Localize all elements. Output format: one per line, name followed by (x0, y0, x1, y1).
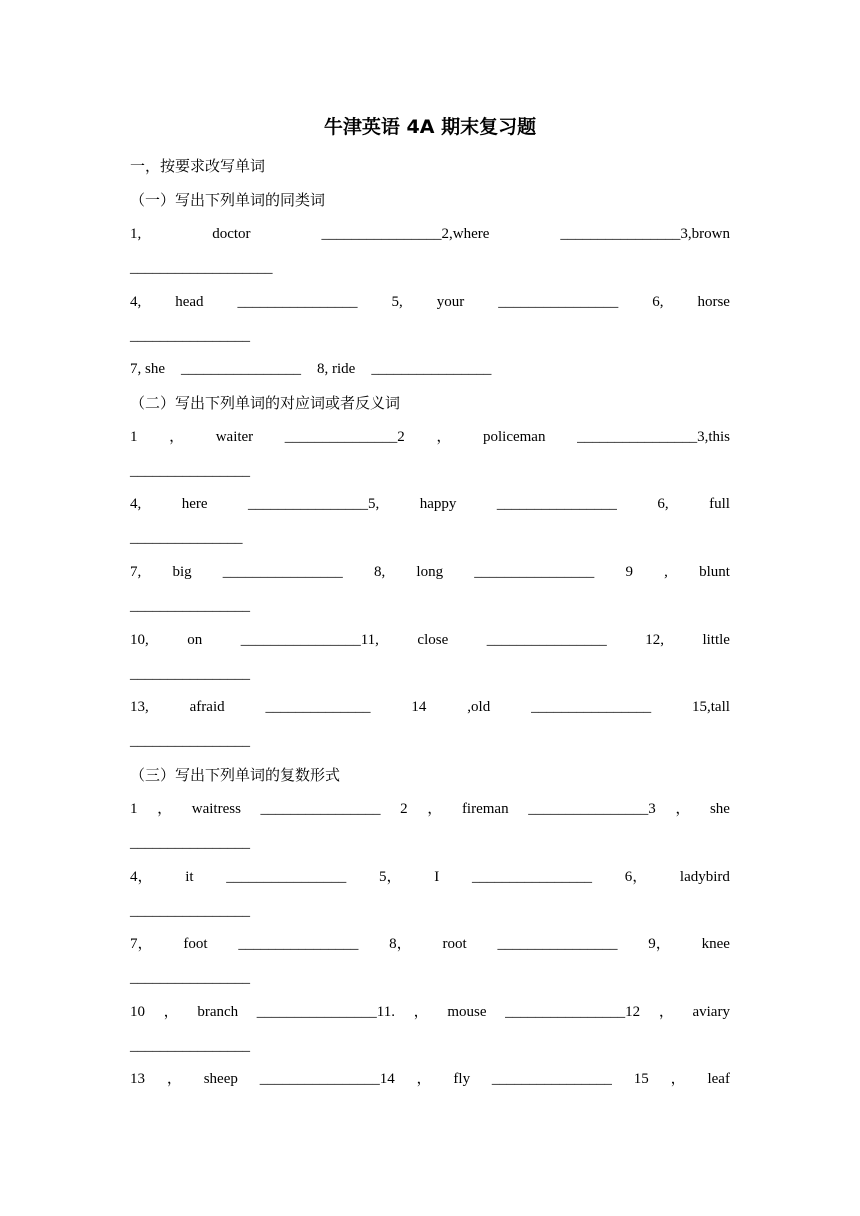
exercise-row (130, 798, 730, 820)
answer-blank: ________________14 (259, 1071, 395, 1087)
answer-blank: ________________ (130, 666, 250, 682)
word-label: ladybird (679, 869, 730, 885)
word-label: 1 (130, 429, 138, 445)
word-label: sheep (203, 1071, 238, 1087)
word-label: ， (658, 1004, 674, 1020)
word-label: 13 (130, 1071, 145, 1087)
word-label: fly (453, 1071, 471, 1087)
word-label: 8， (389, 936, 412, 952)
answer-blank: ________________ (486, 632, 607, 648)
word-label: ， (416, 1071, 432, 1087)
answer-blank: ______________ (265, 699, 371, 715)
word-label: knee (701, 936, 730, 952)
word-label: leaf (707, 1071, 730, 1087)
word-label: 14 (411, 699, 427, 715)
exercise-row (130, 291, 730, 313)
answer-blank: ________________ (371, 361, 492, 377)
answer-blank: ________________11. (256, 1004, 395, 1020)
word-label: long (416, 564, 444, 580)
subsection-heading: （三）写出下列单词的复数形式 (130, 766, 341, 784)
answer-blank: ________________3,this (577, 429, 730, 445)
word-label: here (181, 496, 208, 512)
answer-blank: ________________ (222, 564, 343, 580)
exercise-row (130, 561, 730, 583)
exercise-row (130, 1068, 730, 1090)
answer-blank: ________________ (130, 835, 250, 851)
answer-blank: ________________5, (248, 496, 380, 512)
answer-blank: ________________ (474, 564, 595, 580)
answer-blank: ________________2,where (321, 226, 490, 242)
answer-blank: ________________ (130, 1038, 250, 1054)
word-label: ， (436, 429, 452, 445)
answer-blank: ___________________ (130, 260, 273, 276)
word-label: on (187, 632, 203, 648)
word-label: ,old (467, 699, 491, 715)
word-label: aviary (692, 1004, 730, 1020)
exercise-row (130, 358, 730, 380)
word-label: your (436, 294, 465, 310)
word-label: ， (157, 801, 173, 817)
word-label: 7, she (130, 361, 165, 377)
word-label: ， (166, 1071, 182, 1087)
word-label: 9， (648, 936, 671, 952)
word-label: ， (670, 1071, 686, 1087)
word-label: 5, (391, 294, 403, 310)
exercise-row (130, 933, 730, 955)
word-label: head (175, 294, 204, 310)
word-label: ， (427, 801, 443, 817)
word-label: 4, (130, 496, 142, 512)
answer-blank: ________________11, (240, 632, 379, 648)
word-label: 6， (624, 869, 648, 885)
word-label: ， (163, 1004, 179, 1020)
word-label: blunt (699, 564, 730, 580)
answer-blank: ________________3 (528, 801, 656, 817)
word-label: branch (197, 1004, 239, 1020)
subsection-heading: （一）写出下列单词的同类词 (130, 191, 326, 209)
word-label: 10, (130, 632, 149, 648)
word-label: horse (697, 294, 730, 310)
word-label: 8, ride (317, 361, 356, 377)
word-label: foot (183, 936, 208, 952)
word-label: happy (419, 496, 457, 512)
exercise-row (130, 493, 730, 515)
answer-blank: ________________ (498, 294, 619, 310)
word-label: 15 (633, 1071, 649, 1087)
word-label: fireman (461, 801, 509, 817)
word-label: 13, (130, 699, 149, 715)
word-label: , (664, 564, 668, 580)
answer-blank: ________________12 (505, 1004, 641, 1020)
answer-blank: ________________ (237, 294, 358, 310)
answer-blank: ________________ (130, 328, 250, 344)
answer-blank: ________________ (491, 1071, 612, 1087)
answer-blank: ________________ (130, 903, 250, 919)
word-label: it (185, 869, 194, 885)
answer-blank: _______________ (130, 530, 243, 546)
answer-blank: ________________3,brown (560, 226, 730, 242)
word-label: mouse (447, 1004, 487, 1020)
answer-blank: ________________ (238, 936, 359, 952)
word-label: close (417, 632, 449, 648)
answer-blank: ________________ (130, 970, 250, 986)
word-label: I (434, 869, 440, 885)
word-label: 2 (400, 801, 408, 817)
word-label: doctor (212, 226, 251, 242)
word-label: big (172, 564, 192, 580)
exercise-row (130, 223, 730, 245)
exercise-row (130, 629, 730, 651)
word-label: 6, (652, 294, 664, 310)
word-label: 7， (130, 936, 153, 952)
exercise-row (130, 696, 730, 718)
word-label: 8, (373, 564, 386, 580)
word-label: little (702, 632, 730, 648)
word-label: ， (413, 1004, 429, 1020)
word-label: 7, (130, 564, 142, 580)
word-label: waitress (191, 801, 241, 817)
answer-blank: ________________ (531, 699, 652, 715)
answer-blank: ________________ (130, 463, 250, 479)
answer-blank: ________________ (226, 869, 347, 885)
answer-blank: ________________ (130, 733, 250, 749)
answer-blank: _______________2 (284, 429, 405, 445)
answer-blank: ________________ (496, 496, 617, 512)
exercise-row (130, 426, 730, 448)
answer-blank: ________________ (471, 869, 592, 885)
word-label: 4， (130, 869, 153, 885)
word-label: policeman (482, 429, 546, 445)
word-label: she (709, 801, 730, 817)
word-label: afraid (189, 699, 225, 715)
word-label: 9 (625, 564, 633, 580)
word-label: 1, (130, 226, 142, 242)
exercise-row (130, 866, 730, 888)
word-label: ， (675, 801, 691, 817)
word-label: full (709, 496, 730, 512)
word-label: 4, (130, 294, 142, 310)
answer-blank: ________________ (497, 936, 618, 952)
page-title: 牛津英语 4A 期末复习题 (323, 116, 537, 138)
word-label: ， (169, 429, 185, 445)
subsection-heading: （二）写出下列单词的对应词或者反义词 (130, 394, 401, 412)
word-label: 5， (379, 869, 402, 885)
word-label: root (442, 936, 467, 952)
answer-blank: ________________ (260, 801, 381, 817)
section-heading: 一，按要求改写单词 (130, 157, 266, 175)
word-label: 10 (130, 1004, 145, 1020)
word-label: waiter (215, 429, 254, 445)
answer-blank: ________________ (130, 598, 250, 614)
word-label: 6, (657, 496, 669, 512)
word-label: 1 (130, 801, 138, 817)
answer-blank: ________________ (181, 361, 301, 377)
word-label: 12, (645, 632, 664, 648)
exercise-row (130, 1001, 730, 1023)
word-label: 15,tall (692, 699, 730, 715)
